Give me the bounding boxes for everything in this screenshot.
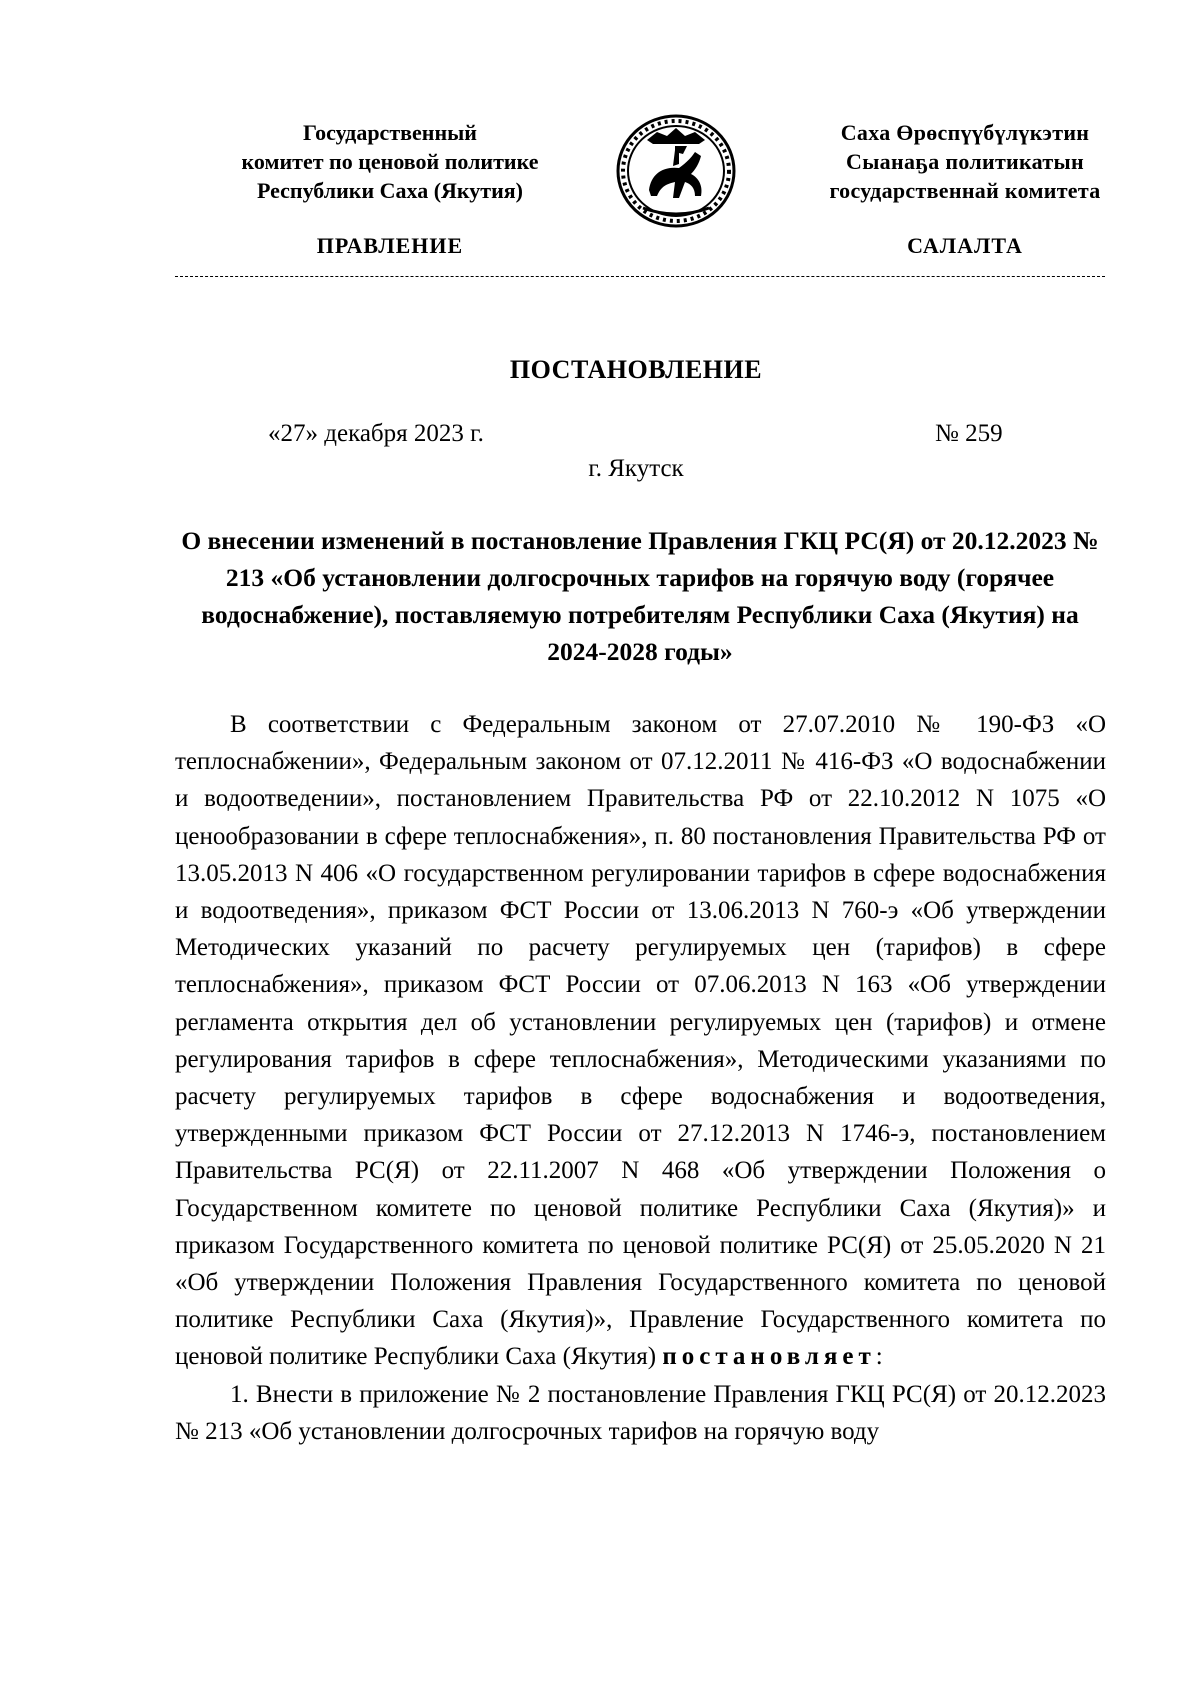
header-left-org	[180, 118, 600, 205]
document-date: «27» декабря 2023 г.	[268, 420, 484, 447]
header-right-line: Сыанаҕа политикатын	[846, 149, 1084, 174]
header-right-line: Саха Өрөспүүбүлүкэтин	[840, 120, 1090, 145]
header-right-subtitle: САЛАЛТА	[907, 233, 1023, 258]
header-left-subtitle: ПРАВЛЕНИЕ	[316, 233, 464, 258]
header-right-line: государственнай комитета	[829, 178, 1101, 203]
header-left-line: Республики Саха (Якутия)	[256, 178, 524, 203]
paragraph-text: В соответствии с Федеральным законом от 27.07.2010 № 190-ФЗ «О теплоснабжении», Федеральным законом от 07.12.2011 № 416-ФЗ «О водоснабжении и водоотведении», постановлением Правительства РФ от 22.10.2012 N 1075 «О ценообразовании в сфере теплоснабжения», п. 80 постановления Правительства РФ от 13.05.2013 N 406 «О государственном регулировании тарифов в сфере водоснабжения и водоотведения», приказом ФСТ России от 13.06.2013 N 760-э «Об утверждении Методических указаний по расчету регулируемых цен (тарифов) в сфере теплоснабжения», приказом ФСТ России от 07.06.2013 N 163 «Об утверждении регламента открытия дел об установлении регулируемых цен (тарифов) и отмене регулирования тарифов в сфере теплоснабжения», Методическими указаниями по расчету регулируемых тарифов в сфере водоснабжения и водоотведения, утвержденными приказом ФСТ России от 27.12.2013 N 1746-э, постановлением Правительства РС(Я) от 22.11.2007 N 468 «Об утверждении Положения о Государственном комитете по ценовой политике Республики Саха (Якутия)» и приказом Государственного комитета по ценовой политике РС(Я) от 25.05.2020 N 21 «Об утверждении Положения Правления Государственного комитета по ценовой политике Республики Саха (Якутия)», Правление Государственного комитета по ценовой политике Республики Саха (Якутия)	[175, 711, 1106, 1371]
header-divider	[175, 276, 1105, 277]
body-paragraph: 1. Внести в приложение № 2 постановление Правления ГКЦ РС(Я) от 20.12.2023 № 213 «Об установлении долгосрочных тарифов на горячую воду	[175, 1380, 1106, 1445]
header-right-org	[810, 118, 1120, 205]
header-left-line: комитет по ценовой политике	[241, 149, 539, 174]
emblem-icon	[613, 112, 739, 230]
document-body	[175, 706, 1106, 1450]
resolves-colon: :	[875, 1343, 883, 1371]
resolves-word: постановляет	[662, 1343, 876, 1371]
document-type: ПОСТАНОВЛЕНИЕ	[509, 355, 763, 384]
body-paragraph	[175, 706, 1106, 1376]
header-left-line: Государственный	[303, 120, 477, 145]
document-city: г. Якутск	[588, 455, 684, 482]
document-title: О внесении изменений в постановление Правления ГКЦ РС(Я) от 20.12.2023 № 213 «Об установлении долгосрочных тарифов на горячую воду (горячее водоснабжение), поставляемую потребителям Республики Саха (Якутия) на 2024-2028 годы»	[181, 526, 1099, 666]
document-number: № 259	[935, 420, 1003, 447]
